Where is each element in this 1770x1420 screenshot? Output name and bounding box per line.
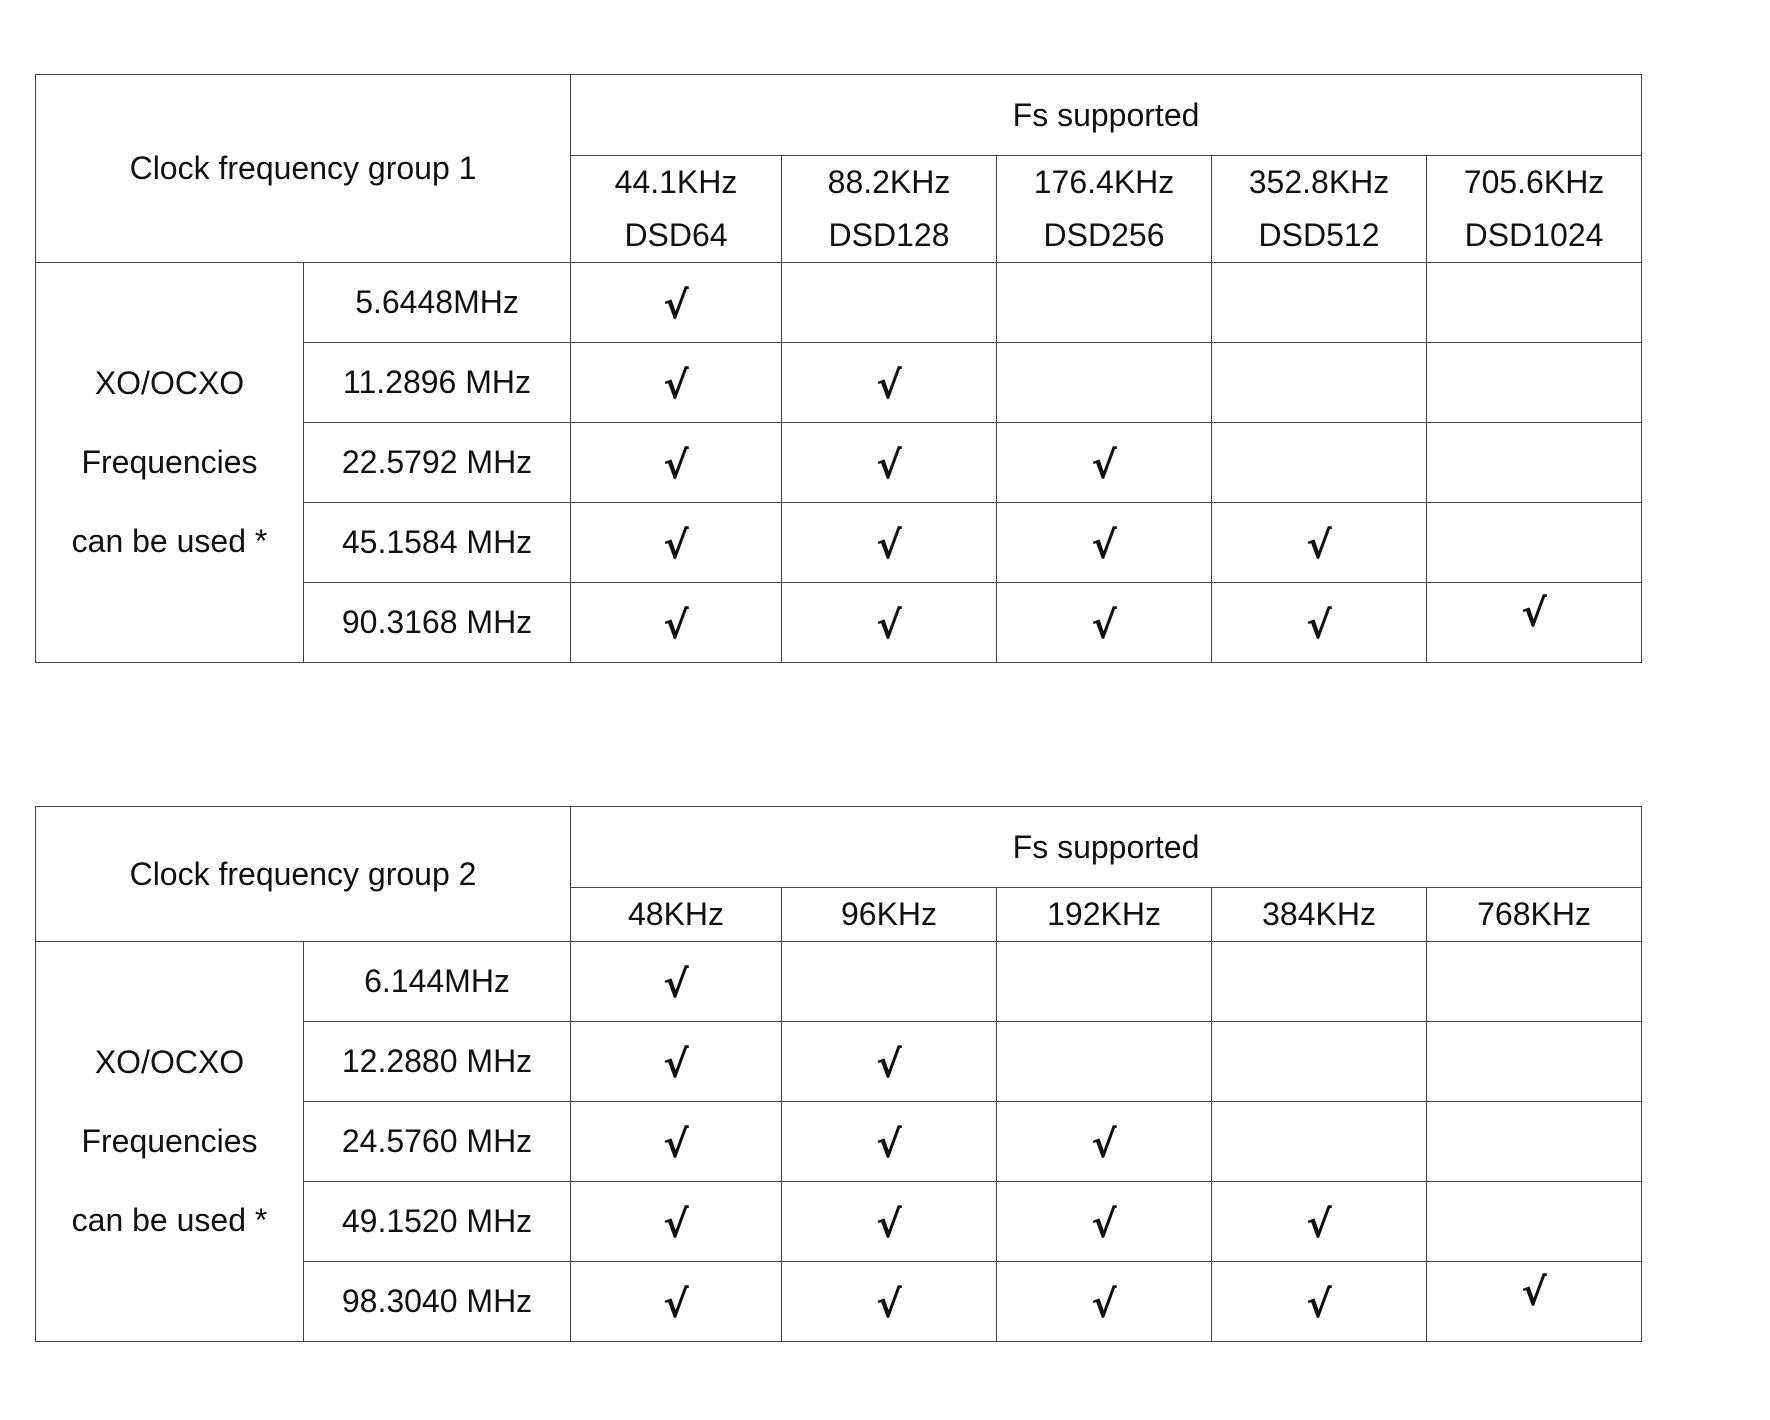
check-mark-icon: √ <box>1306 522 1332 567</box>
check-mark-icon: √ <box>1306 1281 1332 1326</box>
side-label-line: XO/OCXO <box>94 1044 245 1080</box>
fs-column-header <box>782 156 997 263</box>
fs-column-header: 96KHz <box>782 888 997 942</box>
fs-dsd: DSD256 <box>1043 217 1165 253</box>
support-cell <box>1212 1022 1427 1102</box>
check-mark-icon: √ <box>1521 1269 1547 1314</box>
support-cell <box>997 1262 1212 1342</box>
support-cell <box>1427 503 1642 583</box>
fs-rate: 352.8KHz <box>1248 164 1390 200</box>
support-cell <box>571 1262 782 1342</box>
check-mark-icon: √ <box>876 1281 902 1326</box>
support-cell <box>1427 583 1642 663</box>
check-mark-icon: √ <box>663 961 689 1006</box>
support-cell <box>782 263 997 343</box>
support-cell <box>782 423 997 503</box>
check-mark-icon: √ <box>663 362 689 407</box>
fs-column-header: 384KHz <box>1212 888 1427 942</box>
support-cell <box>1212 1102 1427 1182</box>
clock-frequency-cell: 5.6448MHz <box>304 263 571 343</box>
clock-frequency-cell: 98.3040 MHz <box>304 1262 571 1342</box>
fs-supported-header <box>571 807 1642 888</box>
fs-rate: 705.6KHz <box>1463 164 1605 200</box>
fs-dsd: DSD512 <box>1258 217 1380 253</box>
fs-rate: 88.2KHz <box>827 164 951 200</box>
support-cell <box>782 1182 997 1262</box>
support-cell <box>1212 583 1427 663</box>
support-cell <box>782 1102 997 1182</box>
support-cell <box>571 263 782 343</box>
check-mark-icon: √ <box>876 522 902 567</box>
clock-group-1-table <box>35 74 1642 663</box>
support-cell <box>1427 1182 1642 1262</box>
fs-dsd: DSD1024 <box>1464 217 1604 253</box>
check-mark-icon: √ <box>1091 1121 1117 1166</box>
fs-supported-label: Fs supported <box>1012 96 1200 133</box>
support-cell <box>571 1102 782 1182</box>
check-mark-icon: √ <box>663 442 689 487</box>
support-cell <box>571 583 782 663</box>
check-mark-icon: √ <box>663 1201 689 1246</box>
support-cell <box>782 942 997 1022</box>
support-cell <box>782 583 997 663</box>
fs-column-header <box>1427 156 1642 263</box>
xo-ocxo-label-cell <box>36 942 304 1342</box>
support-cell <box>1212 503 1427 583</box>
check-mark-icon: √ <box>663 522 689 567</box>
clock-frequency-cell: 22.5792 MHz <box>304 423 571 503</box>
support-cell <box>1427 942 1642 1022</box>
check-mark-icon: √ <box>1091 602 1117 647</box>
support-cell <box>1427 1022 1642 1102</box>
fs-dsd: DSD64 <box>624 217 728 253</box>
side-label-line: can be used * <box>71 1202 268 1238</box>
support-cell <box>997 423 1212 503</box>
group-label: Clock frequency group 2 <box>129 855 477 892</box>
clock-frequency-cell: 49.1520 MHz <box>304 1182 571 1262</box>
fs-rate: 176.4KHz <box>1033 164 1175 200</box>
fs-column-header <box>997 156 1212 263</box>
support-cell <box>782 503 997 583</box>
fs-supported-header <box>571 75 1642 156</box>
check-mark-icon: √ <box>1521 590 1547 635</box>
clock-frequency-cell: 6.144MHz <box>304 942 571 1022</box>
fs-column-header: 48KHz <box>571 888 782 942</box>
check-mark-icon: √ <box>663 282 689 327</box>
support-cell <box>571 1022 782 1102</box>
support-cell <box>997 1022 1212 1102</box>
support-cell <box>1212 343 1427 423</box>
group-label: Clock frequency group 1 <box>129 150 477 186</box>
support-cell <box>1212 1182 1427 1262</box>
table-row <box>36 263 1642 343</box>
check-mark-icon: √ <box>1091 442 1117 487</box>
clock-frequency-cell: 24.5760 MHz <box>304 1102 571 1182</box>
fs-column-header: 768KHz <box>1427 888 1642 942</box>
check-mark-icon: √ <box>1306 602 1332 647</box>
fs-column-header <box>1212 156 1427 263</box>
check-mark-icon: √ <box>663 1041 689 1086</box>
support-cell <box>997 942 1212 1022</box>
fs-column-header: 192KHz <box>997 888 1212 942</box>
check-mark-icon: √ <box>876 1201 902 1246</box>
check-mark-icon: √ <box>1091 522 1117 567</box>
side-label-line: Frequencies <box>81 1123 258 1159</box>
check-mark-icon: √ <box>876 602 902 647</box>
check-mark-icon: √ <box>663 1121 689 1166</box>
fs-column-header <box>571 156 782 263</box>
support-cell <box>1212 1262 1427 1342</box>
clock-frequency-cell: 45.1584 MHz <box>304 503 571 583</box>
support-cell <box>997 263 1212 343</box>
support-cell <box>571 503 782 583</box>
support-cell <box>1212 942 1427 1022</box>
check-mark-icon: √ <box>1091 1281 1117 1326</box>
check-mark-icon: √ <box>1091 1201 1117 1246</box>
group-label-cell <box>36 75 571 263</box>
support-cell <box>782 343 997 423</box>
support-cell <box>571 942 782 1022</box>
xo-ocxo-label-cell <box>36 263 304 663</box>
check-mark-icon: √ <box>876 1041 902 1086</box>
support-cell <box>571 1182 782 1262</box>
side-label-line: can be used * <box>71 523 268 559</box>
support-cell <box>1427 423 1642 503</box>
support-cell <box>571 423 782 503</box>
support-cell <box>1212 423 1427 503</box>
support-cell <box>1212 263 1427 343</box>
check-mark-icon: √ <box>876 362 902 407</box>
fs-supported-label: Fs supported <box>1012 828 1200 865</box>
support-cell <box>1427 263 1642 343</box>
group-label-cell <box>36 807 571 942</box>
support-cell <box>1427 1102 1642 1182</box>
clock-frequency-cell: 90.3168 MHz <box>304 583 571 663</box>
table-row <box>36 942 1642 1022</box>
check-mark-icon: √ <box>663 1281 689 1326</box>
support-cell <box>997 503 1212 583</box>
clock-frequency-cell: 11.2896 MHz <box>304 343 571 423</box>
support-cell <box>997 1102 1212 1182</box>
support-cell <box>782 1022 997 1102</box>
support-cell <box>1427 343 1642 423</box>
support-cell <box>571 343 782 423</box>
support-cell <box>997 343 1212 423</box>
side-label-line: XO/OCXO <box>94 365 245 401</box>
clock-frequency-cell: 12.2880 MHz <box>304 1022 571 1102</box>
side-label-line: Frequencies <box>81 444 258 480</box>
check-mark-icon: √ <box>1306 1201 1332 1246</box>
fs-dsd: DSD128 <box>828 217 950 253</box>
support-cell <box>1427 1262 1642 1342</box>
support-cell <box>997 583 1212 663</box>
check-mark-icon: √ <box>663 602 689 647</box>
check-mark-icon: √ <box>876 1121 902 1166</box>
check-mark-icon: √ <box>876 442 902 487</box>
support-cell <box>997 1182 1212 1262</box>
support-cell <box>782 1262 997 1342</box>
fs-rate: 44.1KHz <box>614 164 738 200</box>
clock-group-2-table <box>35 806 1642 1342</box>
